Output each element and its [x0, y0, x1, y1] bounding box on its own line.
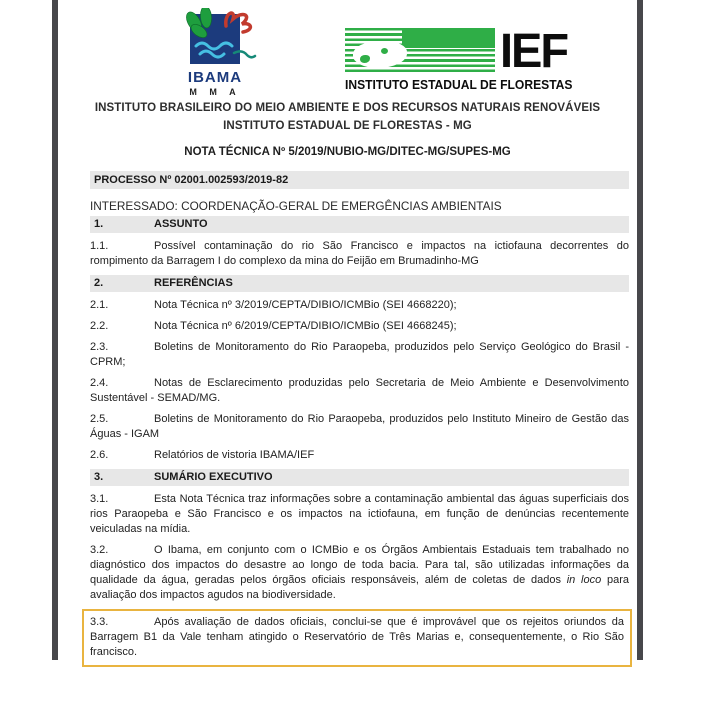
paragraph-3-2 — [90, 543, 629, 603]
paragraph-text: para avaliação dos impactos agudos na biodiversidade. — [90, 574, 630, 601]
interessado-line: INTERESSADO: COORDENAÇÃO-GERAL DE EMERGÊNCIAS AMBIENTAIS — [90, 199, 502, 213]
org-name-line2: INSTITUTO ESTADUAL DE FLORESTAS - MG — [223, 120, 472, 132]
paragraph-text: Nota Técnica nº 3/2019/CEPTA/DIBIO/ICMBio (SEI 4668220); — [154, 299, 457, 311]
logo-header — [58, 8, 637, 100]
paragraph-1-1 — [90, 239, 629, 269]
document-title: NOTA TÉCNICA Nº 5/2019/NUBIO-MG/DITEC-MG/SUPES-MG — [184, 146, 511, 158]
paragraph-number: 2.3. — [90, 341, 109, 353]
highlight-box — [82, 609, 632, 667]
section-title: ASSUNTO — [154, 218, 208, 230]
paragraph-text: Possível contaminação do rio São Francisco e impactos na ictiofauna decorrentes do rompimento da Barragem I do complexo da mina do Feijão em Brumadinho-MG — [90, 240, 629, 267]
section-number: 3. — [94, 471, 104, 483]
document-page — [58, 0, 637, 667]
paragraph-text: Boletins de Monitoramento do Rio Paraopeba, produzidos pelo Serviço Geológico do Brasil - CPRM; — [90, 341, 629, 368]
paragraph-number: 3.3. — [90, 616, 109, 628]
ief-logo — [345, 22, 573, 92]
paragraph-3-3 — [90, 615, 624, 660]
paragraph-text: Nota Técnica nº 6/2019/CEPTA/DIBIO/ICMBio (SEI 4668245); — [154, 320, 457, 332]
ief-subtitle: INSTITUTO ESTADUAL DE FLORESTAS — [345, 77, 573, 92]
paragraph-2-6 — [90, 448, 629, 463]
paragraph-text: O Ibama, em conjunto com o ICMBio e os Órgãos Ambientais Estaduais tem trabalhado no diagnóstico dos impactos do desastre ao longo de toda bacia. Para tal, são utilizadas informações da qualidade da água, geradas pelos órgãos oficiais responsáveis, além de coletas de dados — [90, 544, 629, 586]
paragraph-text: Relatórios de vistoria IBAMA/IEF — [154, 449, 315, 461]
document-body — [90, 171, 629, 667]
section-header-sumario-executivo — [90, 469, 629, 486]
paragraph-number: 3.1. — [90, 493, 109, 505]
paragraph-2-1 — [90, 298, 629, 313]
paragraph-text: Esta Nota Técnica traz informações sobre a contaminação ambiental das águas superficiais dos rios Paraopeba e São Francisco e os impactos na ictiofauna, em função de denúncias recentemente veiculadas na mídia. — [90, 493, 629, 535]
paragraph-number: 3.2. — [90, 544, 109, 556]
section-number: 2. — [94, 277, 104, 289]
section-title: REFERÊNCIAS — [154, 277, 233, 289]
paragraph-number: 2.1. — [90, 299, 109, 311]
paragraph-number: 1.1. — [90, 240, 109, 252]
org-name-line1: INSTITUTO BRASILEIRO DO MEIO AMBIENTE E DOS RECURSOS NATURAIS RENOVÁVEIS — [94, 102, 601, 114]
paragraph-text: Notas de Esclarecimento produzidas pelo Secretaria de Meio Ambiente e Desenvolvimento Sustentável - SEMAD/MG. — [90, 377, 629, 404]
paragraph-number: 2.6. — [90, 449, 109, 461]
processo-bar: PROCESSO Nº 02001.002593/2019-82 — [90, 171, 629, 189]
paragraph-text: Após avaliação de dados oficiais, conclui-se que é improvável que os rejeitos oriundos da Barragem B1 da Vale tenham atingido o Reservatório de Três Marias e, consequentemente, o Rio São francisco. — [90, 616, 624, 658]
paragraph-number: 2.2. — [90, 320, 109, 332]
ibama-emblem-icon — [170, 8, 260, 72]
ief-stripes-icon — [345, 28, 495, 74]
paragraph-number: 2.4. — [90, 377, 109, 389]
paragraph-italic-term: in loco — [566, 574, 602, 586]
ibama-mma-text: M M A — [189, 87, 241, 97]
ibama-logo-text: IBAMA — [187, 69, 243, 86]
paragraph-text: Boletins de Monitoramento do Rio Paraopeba, produzidos pelo Instituto Mineiro de Gestão das Águas - IGAM — [90, 413, 629, 440]
ief-acronym: IEF — [500, 22, 568, 77]
paragraph-2-4 — [90, 376, 629, 406]
ibama-logo — [170, 8, 260, 97]
page-frame-right — [637, 0, 643, 660]
section-title: SUMÁRIO EXECUTIVO — [154, 471, 273, 483]
paragraph-2-3 — [90, 340, 629, 370]
section-number: 1. — [94, 218, 104, 230]
paragraph-3-1 — [90, 492, 629, 537]
section-header-assunto — [90, 216, 629, 233]
paragraph-number: 2.5. — [90, 413, 109, 425]
paragraph-2-2 — [90, 319, 629, 334]
section-header-referencias — [90, 275, 629, 292]
paragraph-2-5 — [90, 412, 629, 442]
